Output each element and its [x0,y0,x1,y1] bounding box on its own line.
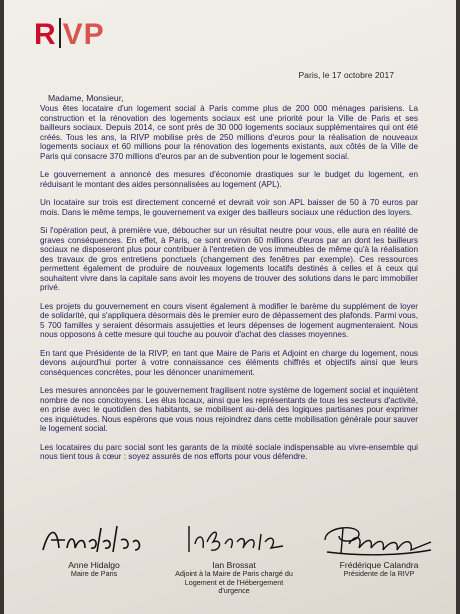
handwritten-signature-calandra [319,520,439,558]
letter-body [40,104,418,471]
salutation: Madame, Monsieur, [48,93,124,103]
logo-letters-vp: VP [62,18,105,51]
letter-date: Paris, le 17 octobre 2017 [298,70,394,80]
paragraph-intro: Vous êtes locataire d'un logement social à Paris comme plus de 200 000 ménages parisiens. La construction et la rénovation des logements sociaux est une priorité pour la Ville de Paris et ses bailleurs sociaux. Depuis 2014, ce sont près de 30 000 logements sociaux supplémentaires qui ont été créés. Tous les ans, la RIVP mobilise près de 250 millions d'euros pour la réalisation de nouveaux logements sociaux et 60 millions pour la rénovation des logements existants, aux côtés de la Ville de Paris qui consacre 370 millions d'euros par an de subvention pour le logement social. [40,104,418,161]
signatory-brossat [174,520,294,596]
paragraph-closing: Les locataires du parc social sont les garants de la mixité sociale indispensable au vivre-ensemble qui nous tient tous à cœur : soyez assurés de nos efforts pour vous défendre. [40,442,418,461]
paragraph-apl: Un locataire sur trois est directement concerné et devrait voir son APL baisser de 50 à 70 euros par mois. Dans le même temps, le gouvernement va exiger des bailleurs sociaux une réduction des loyers. [40,198,418,217]
signature-block [24,520,436,610]
signatory-role: Présidente de la RIVP [343,569,415,578]
handwritten-signature-hidalgo [39,520,149,558]
signatory-name: Anne Hidalgo [68,560,120,570]
logo-letter-r: R [34,18,57,51]
paragraph-denounce: En tant que Présidente de la RIVP, en tant que Maire de Paris et Adjoint en charge du logement, nous devons aujourd'hui porter à votre connaissance ces éléments chiffrés et objectifs ainsi que leurs conséquences concrètes, pour les dénoncer unanimement. [40,348,418,377]
handwritten-signature-brossat [179,520,289,558]
signatory-name: Frédérique Calandra [339,560,419,570]
paragraph-mobilisation: Les mesures annoncées par le gouvernement fragilisent notre système de logement social et inquiètent nombre de nos concitoyens. Les élus locaux, ainsi que les représentants de tous les secteurs d'activité, en prise avec le quotidien des habitants, se mobilisent au-delà des logiques partisanes pour exprimer ces inquiétudes. Nous espérons que vous nous rejoindrez dans cette mobilisation générale pour sauver le logement social. [40,386,418,433]
signatory-hidalgo [34,520,154,579]
paragraph-announcement: Le gouvernement a annoncé des mesures d'économie drastiques sur le budget du logement, en réduisant le montant des aides personnalisées au logement (APL). [40,170,418,189]
logo-bar [59,18,61,48]
paragraph-solidarity: Les projets du gouvernement en cours visent également à modifier le barème du supplément de loyer de solidarité, qui s'appliquera désormais dès le premier euro de dépassement des plafonds. Parmi vous, 5 700 familles y seraient désormais assujetties et leurs dépenses de logement augmenteraient. Nous nous opposons à cette mesure qui touche au pouvoir d'achat des classes moyennes. [40,301,418,339]
paragraph-consequences: Si l'opération peut, à première vue, déboucher sur un résultat neutre pour vous, elle aura en réalité de graves conséquences. En effet, à Paris, ce sont environ 60 millions d'euros par an dont les bailleurs sociaux ne disposeront plus pour contribuer à l'entretien de vos immeubles de même qu'à la réalisation des travaux de gros entretiens ponctuels (changement des fenêtres par exemple). Ces ressources permettent également de produire de nouveaux logements locatifs destinés à celles et à ceux qui souhaitent vivre dans la capitale sans avoir les moyens de trouver des solutions dans le parc immobilier privé. [40,226,418,292]
letter-page [4,0,456,614]
signatory-calandra [314,520,444,579]
signatory-name: Ian Brossat [212,560,256,570]
signatory-role: Maire de Paris [70,569,118,578]
signatory-role: Adjoint à la Maire de Paris chargé du Logement et de l'Hébergement d'urgence [175,569,293,595]
rivp-logo [34,18,105,52]
